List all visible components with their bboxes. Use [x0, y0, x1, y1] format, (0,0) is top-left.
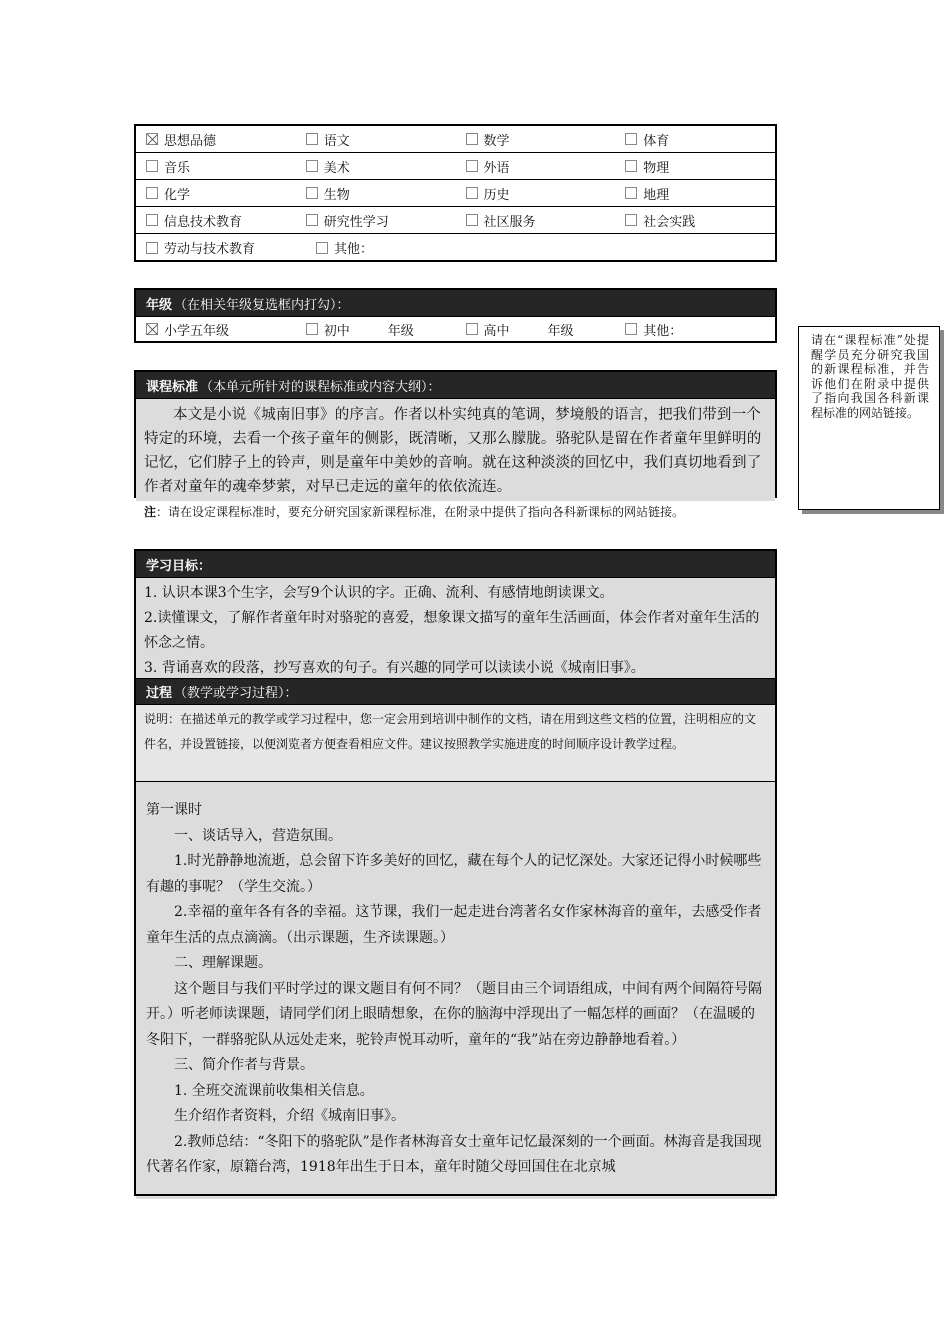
grade-option — [296, 317, 456, 341]
subject-option — [136, 153, 296, 179]
objectives-section — [134, 549, 777, 1196]
subject-checkbox[interactable] — [306, 187, 318, 199]
subjects-table — [134, 124, 777, 262]
subject-checkbox[interactable] — [466, 160, 478, 172]
subject-checkbox[interactable] — [466, 214, 478, 226]
subject-option — [456, 180, 616, 206]
subject-checkbox[interactable] — [146, 160, 158, 172]
grade-header — [136, 290, 775, 316]
standards-title: 课程标准 — [146, 379, 199, 395]
subject-checkbox[interactable] — [625, 133, 637, 145]
subject-label: 语文 — [323, 133, 350, 149]
subject-option — [456, 153, 616, 179]
standards-header — [136, 372, 775, 398]
subject-checkbox[interactable] — [306, 214, 318, 226]
process-subtitle: （教学或学习过程）： — [174, 686, 298, 701]
subject-option — [136, 207, 296, 233]
subject-option — [615, 153, 775, 179]
grade-checkbox[interactable] — [306, 323, 318, 335]
lesson-paragraph: 1.时光静静地流逝，总会留下许多美好的回忆，藏在每个人的记忆深处。大家还记得小时候哪些有趣的事呢？（学生交流。） — [146, 853, 762, 895]
subject-option — [136, 234, 306, 261]
subject-checkbox[interactable] — [146, 242, 158, 254]
objective-item: 2.读懂课文，了解作者童年时对骆驼的喜爱，想象课文描写的童年生活画面，体会作者对童年生活的怀念之情。 — [144, 610, 760, 651]
grade-label: 高中 — [483, 323, 510, 339]
subject-checkbox[interactable] — [316, 242, 328, 254]
grade-checkbox[interactable] — [466, 323, 478, 335]
subject-label: 音乐 — [164, 160, 191, 176]
lesson-title: 第一课时 — [146, 802, 202, 818]
subjects-row — [136, 126, 775, 153]
lesson-paragraph: 1. 全班交流课前收集相关信息。 — [174, 1082, 374, 1099]
lesson-paragraph: 2.教师总结：“冬阳下的骆驼队”是作者林海音女士童年记忆最深刻的一个画面。林海音是我国现代著名作家，原籍台湾，1918年出生于日本，童年时随父母回国住在北京城 — [146, 1133, 762, 1175]
process-title: 过程 — [146, 686, 173, 701]
subjects-row — [136, 153, 775, 180]
subject-label: 物理 — [643, 160, 670, 176]
side-note: 请在“课程标准”处提醒学员充分研究我国的新课程标准，并告诉他们在附录中提供了指向我国各科新课程标准的网站链接。 — [798, 326, 940, 510]
lesson-paragraph: 二、理解课题。 — [174, 955, 272, 971]
lesson-paragraph: 这个题目与我们平时学过的课文题目有何不同？（题目由三个词语组成，中间有两个间隔符号隔开。）听老师读课题，请同学们闭上眼睛想象，在你的脑海中浮现出了一幅怎样的画面？（在温暖的冬阳下，一群骆驼队从远处走来，驼铃声悦耳动听，童年的“我”站在旁边静静地看着。） — [146, 980, 762, 1048]
subject-checkbox[interactable] — [625, 187, 637, 199]
grade-checkbox[interactable] — [146, 323, 158, 335]
grade-option — [615, 317, 775, 341]
subject-option — [306, 234, 476, 261]
subject-option — [296, 153, 456, 179]
subject-checkbox[interactable] — [625, 214, 637, 226]
subject-option — [296, 180, 456, 206]
subject-checkbox[interactable] — [146, 187, 158, 199]
subject-label: 社会实践 — [643, 214, 696, 230]
standards-section — [134, 370, 777, 498]
subject-label: 信息技术教育 — [164, 214, 243, 230]
bottom-border — [134, 1194, 777, 1196]
standards-note — [144, 503, 684, 520]
subjects-row — [136, 234, 775, 261]
subject-label: 社区服务 — [483, 214, 536, 230]
subject-label: 生物 — [323, 187, 350, 203]
subject-checkbox[interactable] — [466, 133, 478, 145]
subject-checkbox[interactable] — [306, 133, 318, 145]
objectives-list — [136, 577, 775, 678]
objective-item: 1. 认识本课3个生字，会写9个认识的字。正确、流利、有感情地朗读课文。 — [144, 585, 614, 601]
lesson-paragraph: 生介绍作者资料，介绍《城南旧事》。 — [174, 1108, 405, 1124]
grade-checkbox[interactable] — [625, 323, 637, 335]
subject-checkbox[interactable] — [146, 214, 158, 226]
subjects-row — [136, 180, 775, 207]
subject-label: 地理 — [643, 187, 670, 203]
grade-option — [456, 317, 616, 341]
subject-checkbox[interactable] — [146, 133, 158, 145]
subject-checkbox[interactable] — [625, 160, 637, 172]
grade-suffix: 年级 — [547, 323, 574, 339]
grade-label: 其他： — [643, 323, 683, 339]
subject-label: 劳动与技术教育 — [164, 242, 256, 257]
subject-option — [296, 126, 456, 152]
grade-title: 年级 — [146, 297, 173, 313]
grade-section — [134, 288, 777, 343]
subject-option — [136, 180, 296, 206]
note-label: 注 — [144, 505, 157, 519]
process-description: 说明：在描述单元的教学或学习过程中，您一定会用到培训中制作的文档，请在用到这些文档的位置，注明相应的文件名，并设置链接，以便浏览者方便查看相应文件。建议按照教学实施进度的时间顺序设计教学过程。 — [136, 704, 775, 782]
lesson-content — [136, 782, 775, 1199]
note-text: ：请在设定课程标准时，要充分研究国家新课程标准，在附录中提供了指向各科新课标的网站链接。 — [156, 505, 685, 519]
lesson-paragraph: 三、简介作者与背景。 — [174, 1057, 314, 1073]
standards-content: 本文是小说《城南旧事》的序言。作者以朴实纯真的笔调，梦境般的语言，把我们带到一个特定的环境，去看一个孩子童年的侧影，既清晰，又那么朦胧。骆驼队是留在作者童年里鲜明的记忆，它们脖子上的铃声，则是童年中美妙的音响。就在这种淡淡的回忆中，我们真切地看到了作者对童年的魂牵梦萦，对早已走远的童年的依依流连。 — [136, 398, 775, 501]
objectives-title: 学习目标： — [146, 558, 212, 574]
subject-label: 化学 — [164, 187, 191, 203]
subject-option — [615, 180, 775, 206]
standards-subtitle: （本单元所针对的课程标准或内容大纲）： — [200, 379, 441, 395]
grade-option — [136, 317, 296, 341]
grade-subtitle: （在相关年级复选框内打勾）： — [174, 297, 350, 313]
lesson-paragraph: 一、谈话导入，营造氛围。 — [174, 827, 342, 844]
subject-option — [296, 207, 456, 233]
subject-label: 其他： — [334, 242, 374, 257]
subject-option — [456, 207, 616, 233]
subject-label: 数学 — [483, 133, 510, 149]
subject-label: 外语 — [483, 160, 510, 176]
subject-label: 美术 — [323, 160, 350, 176]
grade-suffix: 年级 — [387, 323, 414, 339]
subject-option — [615, 207, 775, 233]
subject-option — [615, 126, 775, 152]
grade-label: 小学五年级 — [164, 323, 230, 339]
process-header — [136, 678, 775, 704]
subject-label: 体育 — [643, 133, 670, 149]
subject-option — [136, 126, 296, 152]
subjects-row — [136, 207, 775, 234]
subject-checkbox[interactable] — [466, 187, 478, 199]
subject-option — [456, 126, 616, 152]
grade-options-row — [136, 316, 775, 341]
subject-label: 思想品德 — [164, 133, 217, 149]
objectives-header — [136, 551, 775, 577]
subject-checkbox[interactable] — [306, 160, 318, 172]
lesson-paragraph: 2.幸福的童年各有各的幸福。这节课，我们一起走进台湾著名女作家林海音的童年，去感受作者童年生活的点点滴滴。（出示课题，生齐读课题。） — [146, 904, 762, 946]
grade-label: 初中 — [323, 323, 350, 339]
subject-label: 历史 — [483, 187, 510, 203]
subject-label: 研究性学习 — [323, 214, 389, 230]
objective-item: 3. 背诵喜欢的段落，抄写喜欢的句子。有兴趣的同学可以读读小说《城南旧事》。 — [144, 660, 645, 676]
